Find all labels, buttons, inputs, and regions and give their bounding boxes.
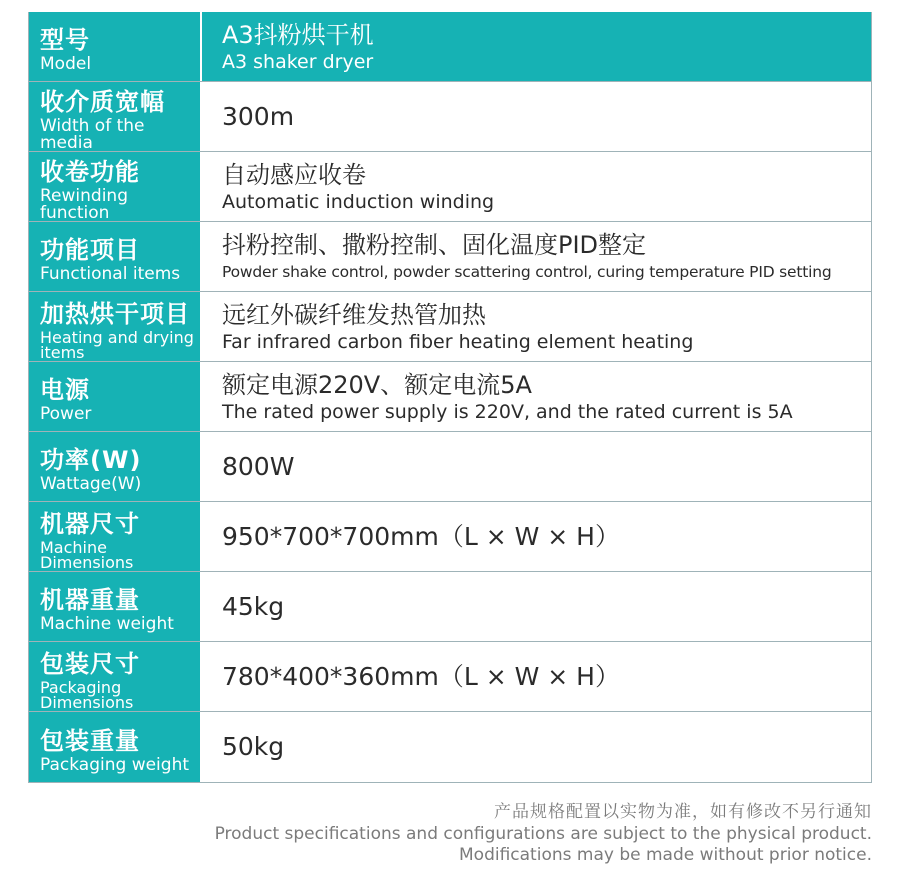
label-en: Rewinding function bbox=[40, 185, 128, 223]
value-zh: 950*700*700mm（L × W × H） bbox=[222, 521, 620, 551]
label-zh: 包装尺寸 bbox=[40, 649, 140, 678]
label-en: Packaging weight bbox=[40, 754, 190, 775]
value-en: Automatic induction winding bbox=[222, 190, 495, 213]
disclaimer-en-line1: Product specifications and configurations are subject to the physical product. bbox=[214, 824, 872, 844]
row-value bbox=[202, 642, 871, 711]
label-zh: 功能项目 bbox=[40, 236, 140, 264]
label-en: Heating and drying items bbox=[40, 327, 194, 362]
row-label bbox=[29, 222, 202, 291]
row-value bbox=[202, 712, 871, 782]
row-value bbox=[202, 572, 871, 641]
label-en: Model bbox=[40, 54, 92, 74]
table-row-wattage bbox=[29, 432, 871, 502]
label-en: Machine weight bbox=[40, 614, 174, 634]
row-label bbox=[29, 362, 202, 431]
row-value bbox=[202, 502, 871, 571]
table-row-machine-dimensions bbox=[29, 502, 871, 572]
value-zh: A3抖粉烘干机 bbox=[222, 20, 374, 49]
label-en: Functional items bbox=[40, 264, 181, 284]
table-row-packaging-dimensions bbox=[29, 642, 871, 712]
value-zh: 额定电源220V、额定电流5A bbox=[222, 370, 532, 399]
label-zh: 包装重量 bbox=[40, 726, 140, 755]
value-zh: 780*400*360mm（L × W × H） bbox=[222, 661, 620, 691]
label-zh: 机器尺寸 bbox=[40, 509, 140, 538]
value-zh: 抖粉控制、撒粉控制、固化温度PID整定 bbox=[222, 230, 647, 259]
disclaimer-en-line2: Modifications may be made without prior notice. bbox=[459, 845, 872, 865]
row-label bbox=[29, 572, 202, 641]
disclaimer-footer bbox=[215, 800, 872, 866]
row-label bbox=[29, 12, 202, 81]
row-label bbox=[29, 292, 202, 361]
label-en: Width of the media bbox=[40, 115, 145, 153]
row-label bbox=[29, 642, 202, 711]
row-label bbox=[29, 152, 202, 221]
value-en: Far infrared carbon fiber heating element heating bbox=[222, 330, 694, 353]
table-row-packaging-weight bbox=[29, 712, 871, 782]
value-zh: 300m bbox=[222, 101, 295, 131]
label-zh: 电源 bbox=[40, 376, 90, 404]
row-value bbox=[202, 432, 871, 501]
table-row-rewinding bbox=[29, 152, 871, 222]
row-value bbox=[202, 12, 871, 81]
value-en: Powder shake control, powder scattering control, curing temperature PID setting bbox=[222, 262, 832, 281]
value-zh: 45kg bbox=[222, 591, 285, 621]
row-value bbox=[202, 152, 871, 221]
row-label bbox=[29, 712, 202, 782]
label-zh: 收卷功能 bbox=[40, 157, 140, 186]
label-en: Packaging Dimensions bbox=[40, 677, 134, 712]
row-label bbox=[29, 502, 202, 571]
row-label bbox=[29, 432, 202, 501]
label-zh: 加热烘干项目 bbox=[40, 299, 190, 328]
label-en: Wattage(W) bbox=[40, 474, 142, 494]
spec-table bbox=[28, 12, 872, 783]
label-zh: 收介质宽幅 bbox=[40, 87, 165, 116]
label-zh: 机器重量 bbox=[40, 586, 140, 614]
table-row-power bbox=[29, 362, 871, 432]
label-en: Power bbox=[40, 404, 92, 424]
table-row-media-width bbox=[29, 82, 871, 152]
value-en: A3 shaker dryer bbox=[222, 50, 374, 73]
value-zh: 800W bbox=[222, 451, 295, 481]
value-zh: 自动感应收卷 bbox=[222, 160, 366, 189]
label-zh: 功率(W) bbox=[40, 446, 142, 474]
row-value bbox=[202, 222, 871, 291]
disclaimer-zh: 产品规格配置以实物为准，如有修改不另行通知 bbox=[494, 802, 872, 822]
row-value bbox=[202, 292, 871, 361]
table-row-model bbox=[29, 12, 871, 82]
value-zh: 50kg bbox=[222, 732, 285, 761]
label-en: Machine Dimensions bbox=[40, 537, 134, 572]
table-row-heating bbox=[29, 292, 871, 362]
value-en: The rated power supply is 220V, and the rated current is 5A bbox=[222, 400, 793, 423]
value-zh: 远红外碳纤维发热管加热 bbox=[222, 300, 486, 329]
table-row-machine-weight bbox=[29, 572, 871, 642]
label-zh: 型号 bbox=[40, 26, 90, 54]
row-value bbox=[202, 82, 871, 151]
row-label bbox=[29, 82, 202, 151]
table-row-functional-items bbox=[29, 222, 871, 292]
row-value bbox=[202, 362, 871, 431]
